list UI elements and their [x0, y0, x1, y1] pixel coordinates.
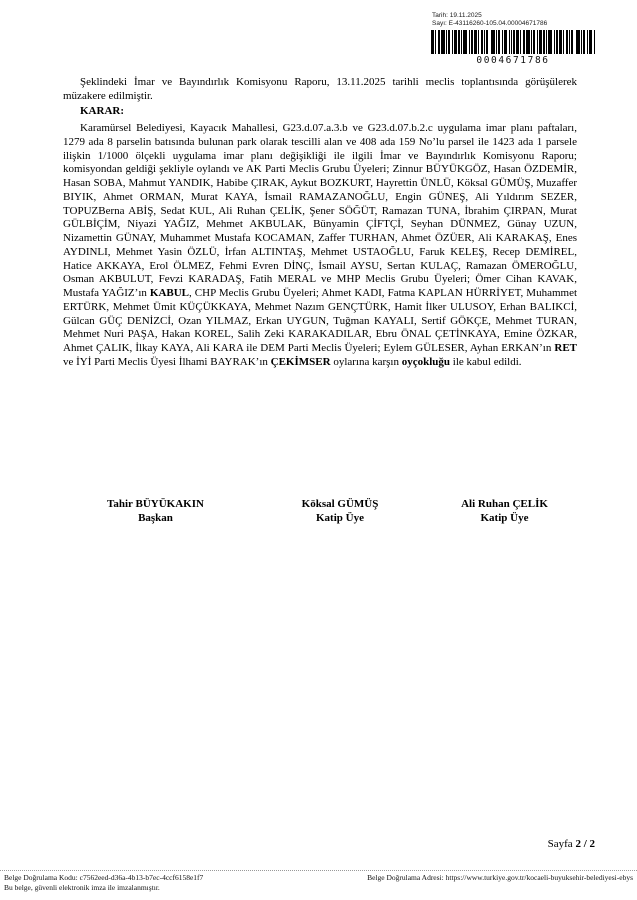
signature-title: Katip Üye — [316, 512, 364, 524]
signature-title: Katip Üye — [480, 512, 529, 524]
signature-name: Köksal GÜMÜŞ — [301, 498, 379, 510]
vote-cekimser: ÇEKİMSER — [270, 355, 331, 368]
vote-kabul: KABUL — [149, 287, 190, 299]
date-label: Tarih: — [432, 12, 448, 19]
decision-text-4: oylarına karşın — [330, 355, 402, 368]
verification-code — [4, 873, 203, 883]
verification-address — [367, 873, 633, 883]
document-date — [432, 12, 547, 20]
decision-text-5: ile kabul edildi. — [450, 355, 522, 368]
document-meta — [432, 12, 547, 28]
signature-block-clerk-1 — [265, 497, 415, 525]
signature-row — [63, 497, 577, 525]
barcode-number: 0004671786 — [476, 55, 550, 66]
decision-text-3: ve İYİ Parti Meclis Üyesi İlhami BAYRAK’ın — [63, 355, 271, 368]
verification-address-label: Belge Doğrulama Adresi: — [367, 873, 444, 882]
verification-footer — [4, 873, 633, 893]
page-number — [548, 838, 595, 850]
verification-line — [4, 873, 633, 883]
footer-separator-line — [0, 870, 637, 871]
verification-address-value: https://www.turkiye.gov.tr/kocaeli-buyuksehir-belediyesi-ebys — [445, 873, 633, 882]
signature-name: Tahir BÜYÜKAKIN — [107, 498, 204, 510]
document-number — [432, 20, 547, 28]
electronic-signature-note: Bu belge, güvenli elektronik imza ile imzalanmıştır. — [4, 883, 160, 892]
page-number-label: Sayfa — [547, 838, 576, 850]
verification-code-label: Belge Doğrulama Kodu: — [4, 873, 78, 882]
decision-paragraph — [63, 122, 577, 370]
intro-paragraph: Şeklindeki İmar ve Bayındırlık Komisyonu Raporu, 13.11.2025 tarihli meclis toplantısında görüşülerek müzakere edilmiştir. — [63, 76, 577, 102]
barcode-graphic — [431, 30, 595, 54]
verification-code-value: c7562eed-d36a-4b13-b7ec-4ccf6158e1f7 — [79, 873, 204, 882]
decision-text-2: , CHP Meclis Grubu Üyeleri; Ahmet KADI, Fatma KAPLAN HÜRRİYET, Muhammet ERTÜRK, Mehmet Ümit KÜÇÜKKAYA, Mehmet Nazım GENÇTÜRK, Hamit İlker ULUSOY, Erhan BALIKCİ, Gülcan GÜÇ DENİZCİ, Ozan YILMAZ, Erkan UYGUN, Tuğman KAYALI, Sertif GÖKÇE, Mehmet TURAN, Mehmet Nuri PAŞA, Hakan KOREL, Salih Zeki KARAKADILAR, Ebru ÖNAL ÇETİNKAYA, Emine ÖZKAR, Ahmet ÇALIK, İlkay KAYA, Ali KARA ile DEM Parti Meclis Üyeleri; Eylem GÜLESER, Ayhan ERKAN’ın — [63, 287, 578, 354]
barcode-block — [431, 30, 595, 66]
page-number-value: 2 / 2 — [575, 838, 595, 850]
date-value: 19.11.2025 — [449, 12, 482, 19]
decision-text-1: Karamürsel Belediyesi, Kayacık Mahallesi, G23.d.07.a.3.b ve G23.d.07.b.2.c uygulama imar planı paftaları, 1279 ada 8 parselin batısında bulunan park olarak tescilli alan ve 408 ada 159 No’lu parsel ile 1423 ada 1 parsele ilişkin 1/1000 ölçekli uygulama imar planı değişikliği ile ilgili İmar ve Bayındırlık Komisyonu Raporu; komisyondan geldiği şekliyle oylandı ve AK Parti Meclis Grubu Üyeleri; Zinnur BÜYÜKGÖZ, Hasan ÖZDEMİR, Hasan SOBA, Mahmut YANDIK, Habibe ÇIRAK, Aykut BOZKURT, Hayrettin ÜNLÜ, Köksal GÜMÜŞ, Muzaffer BIYIK, Ahmet ORMAN, Murat KAYA, İsmail RAMAZANOĞLU, Engin GÜNEŞ, Ali Yıldırım SEZER, TOPUZBerna ABİŞ, Sedat KUL, Ali Ruhan ÇELİK, Şener SÖĞÜT, Ramazan TUNA, İbrahim ÇIRPAN, Murat GÜLBİÇİM, Niyazi YAĞIZ, Mehmet AKBULAK, Bünyamin ÇİFTÇİ, Seyhan DÜNMEZ, Günay UZUN, Nizamettin GÜNAY, Muhammet Mustafa KOCAMAN, Zaffer TURHAN, Ahmet ÖZÜER, Ali KARAKAŞ, Enes AYDINLI, Mehmet Yasin ÖZLÜ, İrfan ALTINTAŞ, Mehmet USTAOĞLU, Faruk KELEŞ, Recep DEMİREL, Hatice AKKAYA, Erol ÖLMEZ, Fehmi Evren DİNÇ, İsmail AYSU, Sertan KULAÇ, Ramazan ÖMEROĞLU, Osman AKBULUT, Fevzi KARADAŞ, Fatih MERAL ve MHP Meclis Grubu Üyeleri; Ömer Cihan KAVAK, Mustafa YAĞIZ’ın — [63, 122, 577, 299]
number-value: E-43116260-105.04.00004671786 — [448, 20, 548, 27]
vote-ret: RET — [554, 342, 577, 354]
signature-block-president — [63, 497, 248, 525]
signature-name: Ali Ruhan ÇELİK — [461, 498, 548, 510]
signature-title: Başkan — [138, 512, 173, 524]
decision-heading: KARAR: — [80, 105, 124, 117]
signature-block-clerk-2 — [432, 497, 577, 525]
number-label: Sayı: — [432, 20, 447, 27]
vote-oycoklugu: oyçokluğu — [401, 355, 451, 368]
